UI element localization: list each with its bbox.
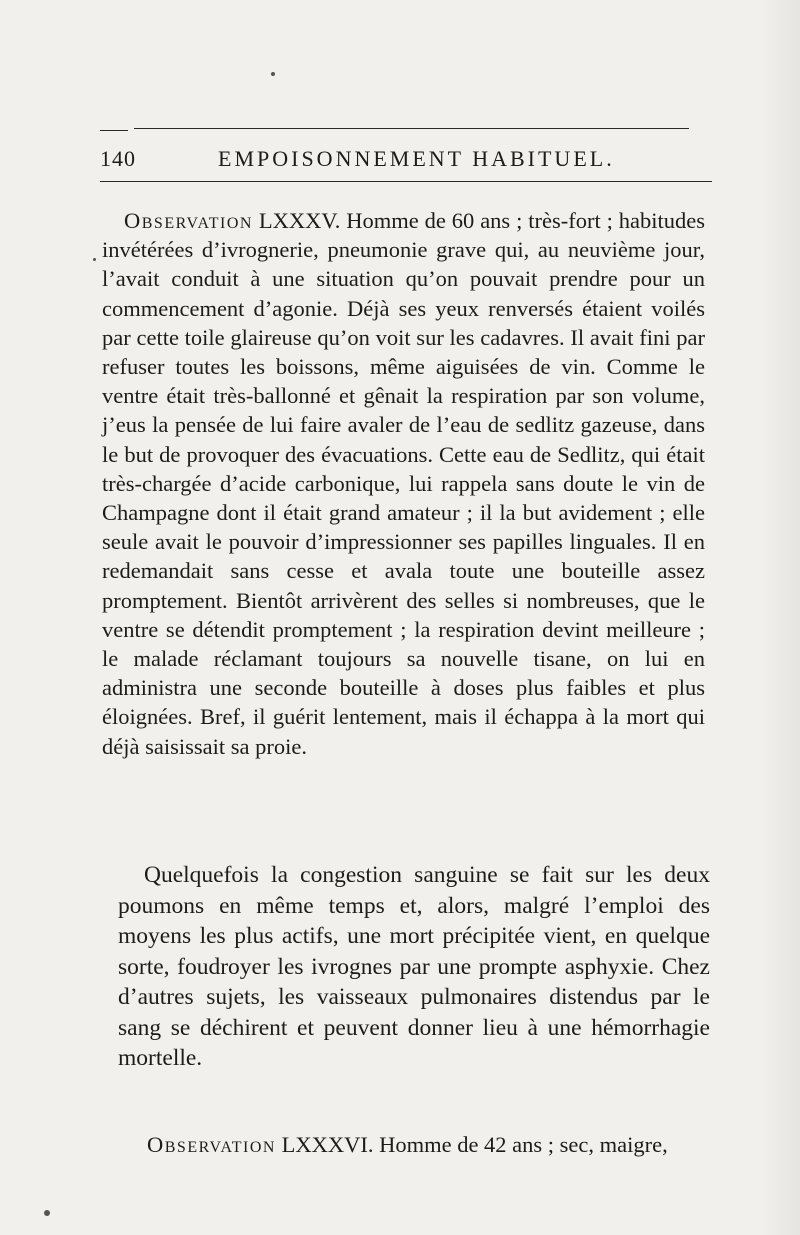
paper-speck [93, 258, 96, 261]
congestion-paragraph [118, 860, 710, 1074]
observation-number: LXXXVI. [281, 1132, 374, 1157]
page-edge-shadow [760, 0, 800, 1235]
page-number: 140 [100, 146, 136, 171]
observation-lxxxv-paragraph [102, 206, 705, 761]
header-rule-bottom [100, 181, 712, 182]
running-title: EMPOISONNEMENT HABITUEL. [218, 146, 615, 171]
paragraph-text: Quelquefois la congestion sanguine se fait sur les deux poumons en même temps et, alors, malgré l’emploi des moyens les plus actifs, une mort précipitée vient, en quelque sorte, foudroyer les ivrognes par une prompte asphyxie. Chez d’autres sujets, les vaisseaux pulmonaires distendus par le sang se déchirent et peuvent donner lieu à une hémorrhagie mortelle. [118, 862, 710, 1071]
observation-lxxxvi-paragraph [147, 1130, 713, 1159]
observation-text: Homme de 42 ans ; sec, maigre, [379, 1132, 668, 1157]
observation-label: Observation [124, 208, 253, 233]
paper-speck [44, 1210, 50, 1216]
observation-number: LXXXV. [258, 208, 341, 233]
observation-label: Observation [147, 1132, 276, 1157]
header-rule-left [100, 130, 128, 131]
running-header [100, 146, 710, 172]
header-rule-top [134, 128, 689, 129]
observation-text: Homme de 60 ans ; très-fort ; habitudes invétérées d’ivrognerie, pneumonie grave qui, au neuvième jour, l’avait conduit à une situation qu’on pouvait prendre pour un commencement d’agonie. Déjà ses yeux renversés étaient voilés par cette toile glaireuse qu’on voit sur les cadavres. Il avait fini par refuser toutes les boissons, même aiguisées de vin. Comme le ventre était très-ballonné et gênait la respiration par son volume, j’eus la pensée de lui faire avaler de l’eau de sedlitz gazeuse, dans le but de provoquer des évacuations. Cette eau de Sedlitz, qui était très-chargée d’acide carbonique, lui rappela sans doute le vin de Champagne dont il était grand amateur ; il la but avidement ; elle seule avait le pouvoir d’impressionner ses papilles linguales. Il en redemandait sans cesse et avala toute une bouteille assez promptement. Bientôt arrivèrent des selles si nombreuses, que le ventre se détendit promptement ; la respiration devint meilleure ; le malade réclamant toujours sa nouvelle tisane, on lui en administra une seconde bouteille à doses plus faibles et plus éloignées. Bref, il guérit lentement, mais il échappa à la mort qui déjà saisissait sa proie. [102, 208, 705, 759]
paper-speck [271, 72, 275, 76]
